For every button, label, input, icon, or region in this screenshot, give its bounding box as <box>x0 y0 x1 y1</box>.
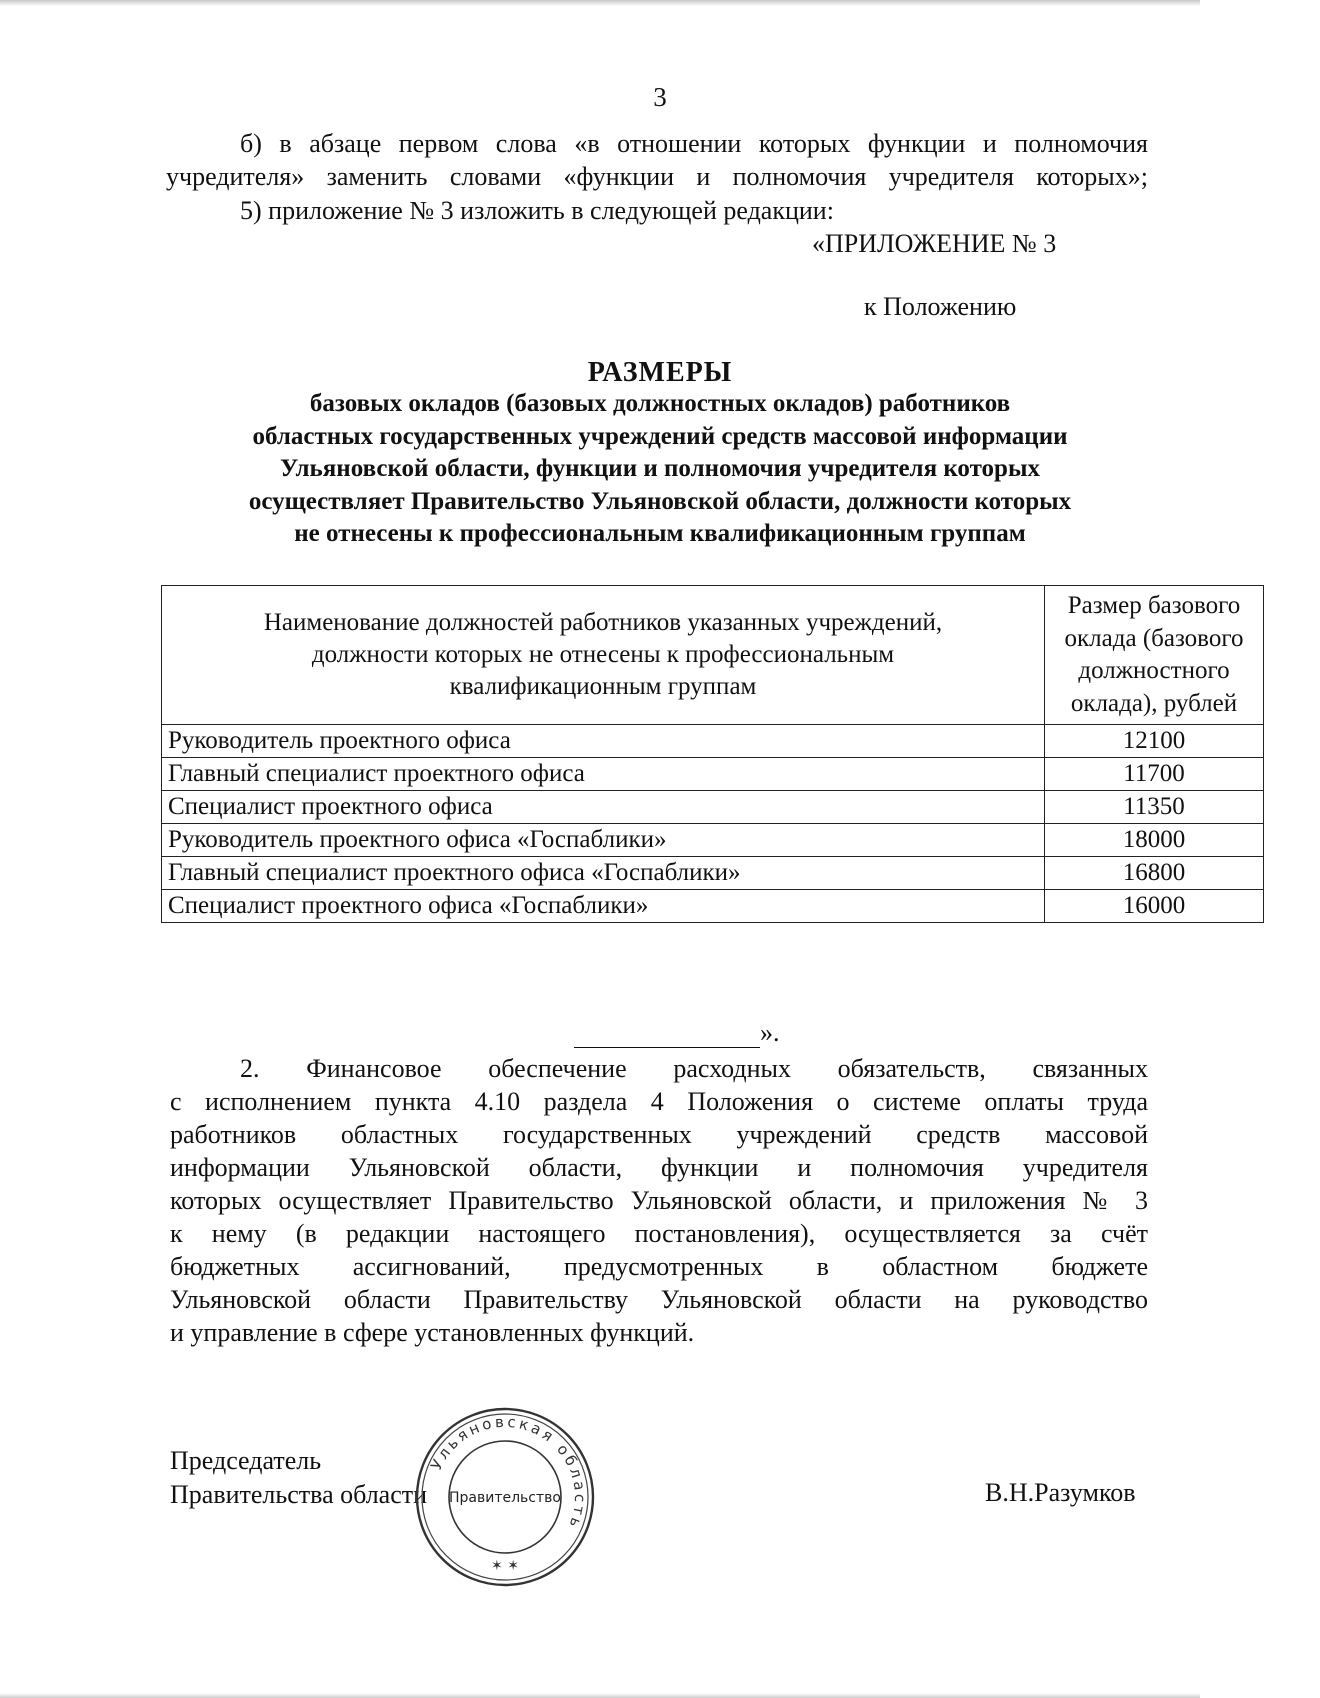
section-2-line: к нему (в редакции настоящего постановления), осуществляется за счёт <box>170 1219 1148 1248</box>
table-row <box>162 791 1264 824</box>
table-row <box>162 725 1264 758</box>
official-seal <box>412 1404 598 1590</box>
header-position-name: Наименование должностей работников указанных учреждений, должности которых не отнесены к профессиональным квалификационным группам <box>162 586 1045 725</box>
document-subtitle <box>160 388 1160 551</box>
section-2-line: 2. Финансовое обеспечение расходных обязательств, связанных <box>240 1054 1148 1083</box>
signatory-position <box>170 1444 427 1512</box>
signatory-name: В.Н.Разумков <box>985 1478 1136 1507</box>
signatory-position-line: Правительства области <box>170 1480 428 1509</box>
row-position: Специалист проектного офиса <box>162 791 1045 824</box>
appendix-reference: к Положению <box>864 292 1017 321</box>
paragraph-item-5: 5) приложение № 3 изложить в следующей редакции: <box>240 196 834 225</box>
row-position: Руководитель проектного офиса «Госпаблики» <box>162 824 1045 857</box>
row-salary: 11350 <box>1045 791 1264 824</box>
section-2-line: Ульяновской области Правительству Ульяновской области на руководство <box>170 1285 1148 1314</box>
signatory-position-line: Председатель <box>170 1446 322 1475</box>
row-salary: 16800 <box>1045 857 1264 890</box>
scan-edge-bottom <box>0 1693 1200 1698</box>
subtitle-line: осуществляет Правительство Ульяновской области, должности которых <box>248 487 1072 515</box>
section-2-line: информации Ульяновской области, функции и полномочия учредителя <box>170 1153 1148 1182</box>
subtitle-line: базовых окладов (базовых должностных окладов) работников <box>309 390 1011 417</box>
subtitle-line: Ульяновской области, функции и полномочия учредителя которых <box>280 455 1040 482</box>
section-2-line: работников областных государственных учреждений средств массовой <box>170 1120 1148 1149</box>
header-salary-size: Размер базового оклада (базового должностного оклада), рублей <box>1045 586 1264 725</box>
table-row <box>162 857 1264 890</box>
paragraph-b-line2: учредителя» заменить словами «функции и полномочия учредителя которых»; <box>166 162 1148 191</box>
appendix-label: «ПРИЛОЖЕНИЕ № 3 <box>812 229 1057 258</box>
subtitle-line: областных государственных учреждений средств массовой информации <box>252 422 1068 450</box>
seal-center-text: Правительство <box>449 1490 561 1506</box>
seal-ring-text: Ульяновская область <box>427 1412 590 1533</box>
paragraph-b-line1: б) в абзаце первом слова «в отношении которых функции и полномочия <box>240 129 1148 158</box>
table-row <box>162 824 1264 857</box>
salary-table <box>161 585 1264 923</box>
page-number: 3 <box>653 82 667 112</box>
appendix-closing <box>574 1018 780 1048</box>
section-2-line: бюджетных ассигнований, предусмотренных в областном бюджете <box>170 1252 1148 1281</box>
seal-star-icon: ✶ ✶ <box>491 1558 519 1574</box>
section-2-line: с исполнением пункта 4.10 раздела 4 Положения о системе оплаты труда <box>170 1087 1148 1116</box>
table-row <box>162 758 1264 791</box>
scan-edge-top <box>0 0 1200 6</box>
closing-underline <box>574 1019 760 1048</box>
row-position: Специалист проектного офиса «Госпаблики» <box>162 890 1045 923</box>
row-position: Главный специалист проектного офиса <box>162 758 1045 791</box>
section-2-line: которых осуществляет Правительство Ульяновской области, и приложения № 3 <box>170 1186 1148 1215</box>
row-salary: 11700 <box>1045 758 1264 791</box>
document-title: РАЗМЕРЫ <box>587 357 733 388</box>
subtitle-line: не отнесены к профессиональным квалификационным группам <box>294 520 1026 547</box>
row-position: Руководитель проектного офиса <box>162 725 1045 758</box>
section-2-line: и управление в сфере установленных функций. <box>170 1318 695 1347</box>
row-salary: 12100 <box>1045 725 1264 758</box>
row-position: Главный специалист проектного офиса «Госпаблики» <box>162 857 1045 890</box>
table-row <box>162 890 1264 923</box>
table-header-row <box>162 586 1264 725</box>
closing-quote: ». <box>760 1018 780 1047</box>
row-salary: 18000 <box>1045 824 1264 857</box>
row-salary: 16000 <box>1045 890 1264 923</box>
